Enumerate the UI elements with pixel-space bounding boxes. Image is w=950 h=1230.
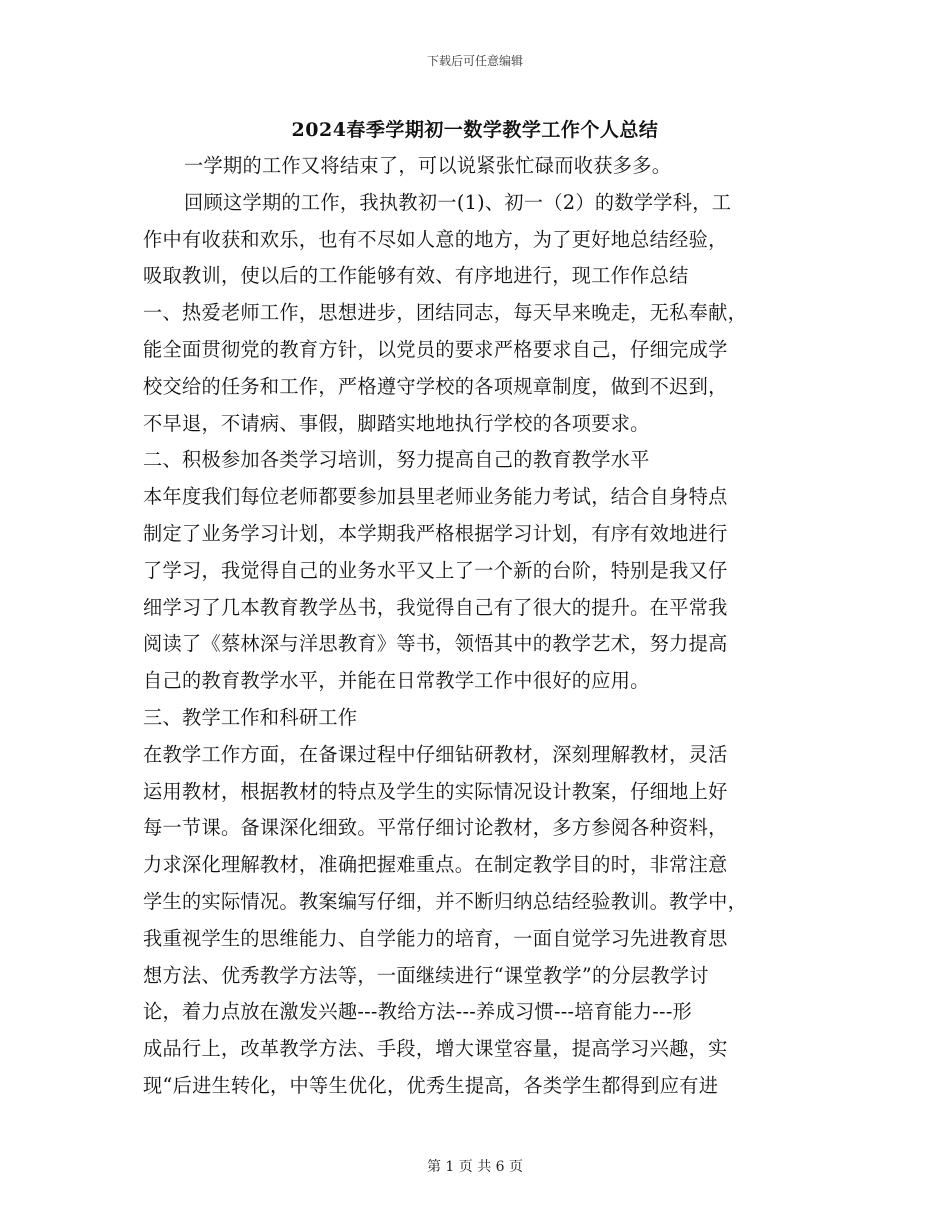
body-line: 自己的教育教学水平，并能在日常教学工作中很好的应用。 <box>143 669 650 693</box>
body-line: 阅读了《蔡林深与洋思教育》等书，领悟其中的教学艺术，努力提高 <box>143 632 728 656</box>
body-line: 细学习了几本教育教学丛书，我觉得自己有了很大的提升。在平常我 <box>143 595 728 619</box>
body-line: 每一节课。备课深化细致。平常仔细讨论教材，多方参阅各种资料， <box>143 816 728 840</box>
body-line: 学生的实际情况。教案编写仔细，并不断归纳总结经验教训。教学中， <box>143 889 748 913</box>
body-line: 不早退，不请病、事假，脚踏实地地执行学校的各项要求。 <box>143 411 650 435</box>
body-line: 论，着力点放在激发兴趣---教给方法---养成习惯---培育能力---形 <box>143 1000 693 1024</box>
body-line: 现“后进生转化，中等生优化，优秀生提高，各类学生都得到应有进 <box>143 1073 719 1097</box>
body-line: 在教学工作方面，在备课过程中仔细钻研教材，深刻理解教材，灵活 <box>143 742 728 766</box>
body-line: 吸取教训，使以后的工作能够有效、有序地进行，现工作作总结 <box>143 264 689 288</box>
body-line: 运用教材，根据教材的特点及学生的实际情况设计教案，仔细地上好 <box>143 779 728 803</box>
body-line: 我重视学生的思维能力、自学能力的培育，一面自觉学习先进教育思 <box>143 926 728 950</box>
body-line: 能全面贯彻党的教育方针，以党员的要求严格要求自己，仔细完成学 <box>143 337 728 361</box>
body-line: 制定了业务学习计划，本学期我严格根据学习计划，有序有效地进行 <box>143 521 728 545</box>
page-header-note: 下载后可任意编辑 <box>426 54 523 68</box>
section-heading-2: 二、积极参加各类学习培训，努力提高自己的教育教学水平 <box>143 448 650 472</box>
section-heading-3: 三、教学工作和科研工作 <box>143 705 358 729</box>
page-number: 第 1 页 共 6 页 <box>426 1159 524 1175</box>
body-line: 校交给的任务和工作，严格遵守学校的各项规章制度，做到不迟到， <box>143 374 728 398</box>
body-line: 作中有收获和欢乐，也有不尽如人意的地方，为了更好地总结经验， <box>143 227 728 251</box>
body-line: 成品行上，改革教学方法、手段，增大课堂容量，提高学习兴趣，实 <box>143 1037 728 1061</box>
body-line: 了学习，我觉得自己的业务水平又上了一个新的台阶，特别是我又仔 <box>143 558 728 582</box>
body-line: 一学期的工作又将结束了，可以说紧张忙碌而收获多多。 <box>184 154 672 177</box>
body-line: 本年度我们每位老师都要参加县里老师业务能力考试，结合自身特点 <box>143 485 728 509</box>
document-title: 2024春季学期初一数学教学工作个人总结 <box>291 119 659 141</box>
section-heading-1: 一、热爱老师工作，思想进步，团结同志，每天早来晚走，无私奉献， <box>143 301 748 325</box>
document-body <box>143 148 823 1105</box>
body-line: 力求深化理解教材，准确把握难重点。在制定教学目的时，非常注意 <box>143 853 728 877</box>
body-line: 想方法、优秀教学方法等，一面继续进行“课堂教学”的分层教学讨 <box>143 963 709 987</box>
body-line: 回顾这学期的工作，我执教初一(1)、初一（2）的数学学科，工 <box>184 190 732 214</box>
